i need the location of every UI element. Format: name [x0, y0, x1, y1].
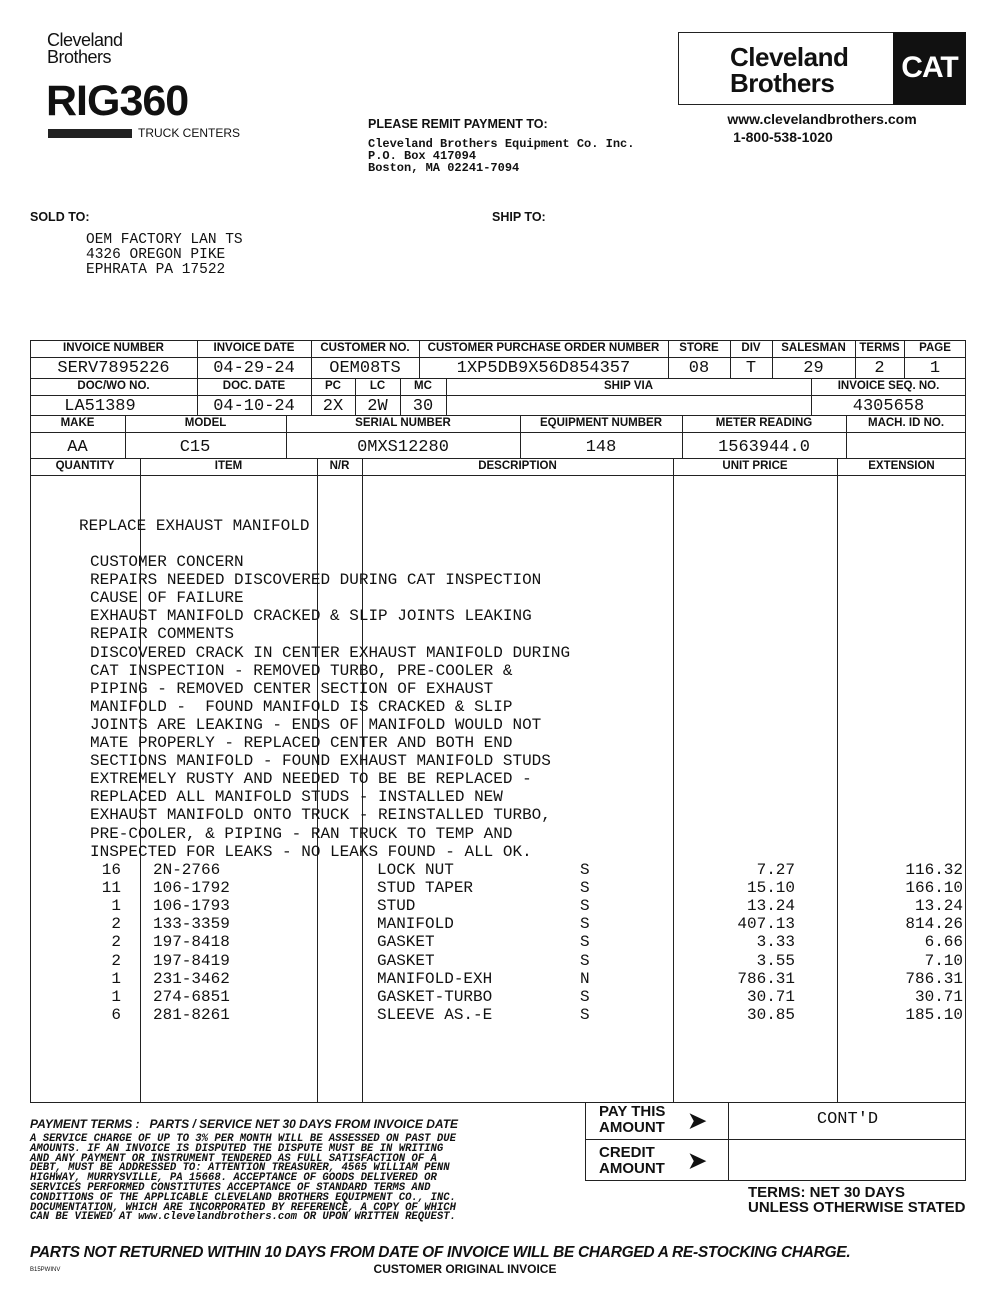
phone-text: 1-800-538-1020 [733, 129, 833, 145]
table-row [30, 915, 966, 933]
part-extension: 185.10 [905, 1005, 963, 1024]
rule [30, 357, 966, 358]
arrow-right-icon: ➤ [688, 1148, 707, 1173]
note-line: JOINTS ARE LEAKING - ENDS OF MANIFOLD WOULD NOT [90, 715, 542, 734]
part-nr: S [580, 861, 590, 879]
part-description: MANIFOLD-EXH [377, 969, 493, 988]
part-qty: 2 [111, 933, 121, 952]
quantity-header: QUANTITY [55, 460, 115, 472]
note-line: PIPING - REMOVED CENTER SECTION OF EXHAUST [90, 679, 494, 698]
part-nr: S [580, 933, 590, 952]
note-line: REPLACED ALL MANIFOLD STUDS - INSTALLED NEW [90, 788, 503, 807]
invoice-date-value: 04-29-24 [213, 359, 295, 378]
invoice-date-label: INVOICE DATE [213, 342, 295, 354]
salesman-value: 29 [803, 359, 824, 378]
item-header: ITEM [214, 460, 243, 472]
part-description: STUD [377, 897, 416, 916]
extension-header: EXTENSION [868, 460, 935, 472]
part-item: 106-1793 [153, 897, 230, 916]
table-row [30, 897, 966, 915]
customer-original-invoice: CUSTOMER ORIGINAL INVOICE [373, 1262, 557, 1276]
payment-terms: PAYMENT TERMS : PARTS / SERVICE NET 30 DAYS FROM INVOICE DATE [30, 1117, 459, 1131]
part-extension: 7.10 [924, 951, 963, 970]
invoice-number-value: SERV7895226 [57, 359, 170, 378]
note-line: SECTIONS MANIFOLD - FOUND EXHAUST MANIFOLD STUDS [90, 752, 551, 771]
mach-id-label: MACH. ID NO. [867, 417, 945, 429]
table-row [30, 988, 966, 1006]
terms-label: TERMS [859, 342, 900, 354]
po-number-value: 1XP5DB9X56D854357 [456, 359, 631, 378]
remit-address-line2: P.O. Box 417094 [368, 149, 477, 163]
part-extension: 116.32 [905, 861, 963, 879]
docwo-label: DOC/WO NO. [77, 380, 150, 392]
lc-value: 2W [367, 397, 388, 416]
rule [30, 395, 966, 396]
rule [585, 1139, 966, 1140]
pay-this-amount-value: CONT'D [816, 1110, 879, 1129]
make-label: MAKE [60, 417, 95, 429]
rule [30, 458, 966, 459]
legal-line: AMOUNTS. IF AN INVOICE IS DISPUTED THE DISPUTE MUST BE IN WRITING [30, 1142, 444, 1155]
part-unit-price: 13.24 [746, 897, 795, 916]
table-row [30, 1006, 966, 1024]
part-description: MANIFOLD [377, 915, 454, 934]
legal-text [30, 1134, 580, 1226]
part-qty: 1 [111, 969, 121, 988]
serial-number-value: 0MXS12280 [357, 438, 449, 457]
sold-to-line1: OEM FACTORY LAN TS [86, 232, 243, 248]
meter-reading-value: 1563944.0 [718, 438, 810, 457]
part-unit-price: 786.31 [737, 969, 795, 988]
remit-label: PLEASE REMIT PAYMENT TO: [368, 117, 548, 131]
note-line: PRE-COOLER, & PIPING - RAN TRUCK TO TEMP AND [90, 824, 513, 843]
part-nr: S [580, 1005, 590, 1024]
form-code: B15PWINV [30, 1267, 61, 1273]
nr-header: N/R [329, 460, 350, 472]
sold-to-line3: EPHRATA PA 17522 [86, 262, 226, 278]
page-value: 1 [929, 359, 941, 378]
table-row [30, 879, 966, 897]
legal-line: AND ANY PAYMENT OR INSTRUMENT TENDERED AS FULL SATISFACTION OF A [30, 1152, 437, 1165]
credit-amount-label-line2: AMOUNT [599, 1160, 665, 1177]
brand-name-line2: Brothers [730, 68, 835, 98]
part-extension: 786.31 [905, 969, 963, 988]
part-unit-price: 3.55 [756, 951, 795, 970]
part-qty: 2 [111, 915, 121, 934]
restocking-notice: PARTS NOT RETURNED WITHIN 10 DAYS FROM DATE OF INVOICE WILL BE CHARGED A RE-STOCKING CHARGE. [30, 1244, 851, 1261]
customer-no-label: CUSTOMER NO. [320, 342, 410, 354]
part-nr: S [580, 951, 590, 970]
div-label: DIV [741, 342, 761, 354]
logo-company-line1: Cleveland [47, 30, 123, 50]
part-description: GASKET-TURBO [377, 987, 493, 1006]
part-extension: 814.26 [905, 915, 963, 934]
pay-this-amount-label-line2: AMOUNT [599, 1119, 665, 1136]
note-line: CUSTOMER CONCERN [90, 553, 244, 571]
legal-line: SERVICES PERFORMED CONSTITUTES ACCEPTANCE OF STANDARD TERMS AND [30, 1182, 431, 1194]
lc-label: LC [369, 380, 386, 392]
part-item: 2N-2766 [153, 861, 221, 879]
note-line: INSPECTED FOR LEAKS - NO LEAKS FOUND - ALL OK. [90, 842, 532, 861]
legal-line: DOCUMENTATION, WHICH ARE INCORPORATED BY REFERENCE, A COPY OF WHICH [30, 1201, 456, 1214]
arrow-right-icon: ➤ [688, 1108, 707, 1133]
mc-label: MC [414, 380, 432, 392]
table-row [30, 970, 966, 988]
invoice-seq-value: 4305658 [852, 397, 925, 416]
part-nr: S [580, 897, 590, 916]
salesman-label: SALESMAN [781, 342, 846, 354]
unit-price-header: UNIT PRICE [722, 460, 788, 472]
part-item: 133-3359 [153, 915, 230, 934]
part-item: 197-8419 [153, 951, 230, 970]
store-value: 08 [688, 359, 710, 378]
ship-via-label: SHIP VIA [604, 380, 653, 392]
serial-number-label: SERIAL NUMBER [355, 417, 451, 429]
part-extension: 30.71 [914, 987, 963, 1006]
job-title: REPLACE EXHAUST MANIFOLD [79, 517, 310, 535]
table-row [30, 861, 966, 879]
part-unit-price: 15.10 [746, 879, 795, 898]
sold-to-line2: 4326 OREGON PIKE [86, 247, 226, 263]
rule [30, 432, 966, 433]
part-item: 231-3462 [153, 969, 230, 988]
parts-list [30, 861, 966, 1031]
note-line: MATE PROPERLY - REPLACED CENTER AND BOTH END [90, 734, 513, 752]
div-value: T [745, 359, 757, 378]
part-nr: S [580, 879, 590, 898]
part-unit-price: 407.13 [737, 915, 795, 934]
docwo-value: LA51389 [64, 397, 136, 416]
legal-line: DEBT, MUST BE ADDRESSED TO: ATTENTION TREASURER, 4565 WILLIAM PENN [30, 1162, 450, 1175]
brand-name-line1: Cleveland [730, 42, 849, 72]
meter-reading-label: METER READING [715, 417, 813, 429]
pc-value: 2X [322, 397, 344, 416]
invoice-seq-label: INVOICE SEQ. NO. [837, 380, 940, 392]
part-extension: 166.10 [905, 879, 963, 898]
part-nr: S [580, 987, 590, 1006]
part-description: GASKET [377, 933, 435, 952]
legal-line: HIGHWAY, MURRYSVILLE, PA 15668. ACCEPTANCE OF GOODS DELIVERED OR [30, 1172, 437, 1185]
truck-centers-text: TRUCK CENTERS [138, 126, 241, 140]
model-value: C15 [179, 438, 211, 457]
note-line: DISCOVERED CRACK IN CENTER EXHAUST MANIFOLD DURING [90, 643, 571, 662]
part-unit-price: 7.27 [756, 861, 795, 879]
part-nr: N [580, 969, 590, 988]
equipment-number-value: 148 [585, 438, 617, 457]
sold-to-label: SOLD TO: [30, 210, 90, 224]
ship-to-label: SHIP TO: [492, 210, 546, 224]
equipment-number-label: EQUIPMENT NUMBER [539, 417, 663, 429]
part-qty: 2 [111, 951, 121, 970]
pc-label: PC [325, 380, 341, 392]
legal-line: A SERVICE CHARGE OF UP TO 3% PER MONTH WILL BE ASSESSED ON PAST DUE [30, 1133, 456, 1145]
part-extension: 6.66 [924, 933, 963, 952]
note-line: MANIFOLD - FOUND MANIFOLD IS CRACKED & SLIP [90, 697, 513, 716]
terms-net-line2: UNLESS OTHERWISE STATED [748, 1199, 966, 1216]
website-text: www.clevelandbrothers.com [727, 111, 917, 127]
part-nr: S [580, 915, 590, 934]
part-description: LOCK NUT [377, 861, 454, 879]
part-description: STUD TAPER [377, 879, 474, 898]
description-header: DESCRIPTION [478, 460, 557, 472]
part-item: 197-8418 [153, 933, 230, 952]
pay-this-amount-label-line1: PAY THIS [599, 1103, 666, 1120]
logo-bar [48, 129, 132, 138]
part-qty: 1 [111, 987, 121, 1006]
part-qty: 1 [111, 897, 121, 916]
remit-address-line1: Cleveland Brothers Equipment Co. Inc. [368, 137, 635, 151]
credit-amount-label-line1: CREDIT [599, 1144, 655, 1161]
note-line: EXTREMELY RUSTY AND NEEDED TO BE BE REPLACED - [90, 770, 532, 789]
part-unit-price: 30.85 [746, 1005, 795, 1024]
table-row [30, 933, 966, 951]
page-label: PAGE [919, 342, 951, 354]
legal-line: CAN BE VIEWED AT www.clevelandbrothers.com OR UPON WRITTEN REQUEST. [30, 1211, 456, 1224]
model-label: MODEL [184, 417, 227, 429]
rule [30, 475, 966, 476]
rig360-wordmark: RIG360 [46, 77, 189, 125]
part-description: SLEEVE AS.-E [377, 1005, 493, 1024]
doc-date-value: 04-10-24 [213, 397, 295, 416]
note-line: REPAIR COMMENTS [90, 625, 235, 644]
part-item: 274-6851 [153, 987, 230, 1006]
remit-address-line3: Boston, MA 02241-7094 [368, 161, 520, 175]
part-unit-price: 3.33 [756, 933, 795, 952]
terms-net-line1: TERMS: NET 30 DAYS [748, 1184, 905, 1201]
part-item: 106-1792 [153, 879, 230, 898]
part-qty: 16 [101, 861, 121, 879]
note-line: REPAIRS NEEDED DISCOVERED DURING CAT INSPECTION [90, 571, 542, 590]
part-extension: 13.24 [914, 897, 963, 916]
po-number-label: CUSTOMER PURCHASE ORDER NUMBER [427, 342, 660, 354]
note-line: CAT INSPECTION - REMOVED TURBO, PRE-COOLER & [90, 661, 513, 680]
legal-line: CONDITIONS OF THE APPLICABLE CLEVELAND BROTHERS EQUIPMENT CO., INC. [30, 1191, 456, 1204]
part-item: 281-8261 [153, 1005, 230, 1024]
mc-value: 30 [412, 397, 434, 416]
note-line: EXHAUST MANIFOLD CRACKED & SLIP JOINTS LEAKING [90, 607, 532, 626]
cat-logo-text: CAT [901, 51, 958, 84]
doc-date-label: DOC. DATE [222, 380, 286, 392]
terms-value: 2 [874, 359, 885, 378]
customer-no-value: OEM08TS [329, 359, 401, 378]
part-qty: 11 [101, 879, 121, 898]
part-description: GASKET [377, 951, 435, 970]
note-line: EXHAUST MANIFOLD ONTO TRUCK - REINSTALLED TURBO, [90, 806, 551, 825]
part-unit-price: 30.71 [746, 987, 795, 1006]
part-qty: 6 [111, 1005, 121, 1024]
job-notes [90, 553, 660, 863]
make-value: AA [67, 438, 88, 457]
invoice-number-label: INVOICE NUMBER [63, 342, 164, 354]
note-line: CAUSE OF FAILURE [90, 589, 244, 608]
store-label: STORE [679, 342, 719, 354]
logo-company-line2: Brothers [47, 47, 112, 67]
rule [30, 378, 966, 379]
table-row [30, 952, 966, 970]
